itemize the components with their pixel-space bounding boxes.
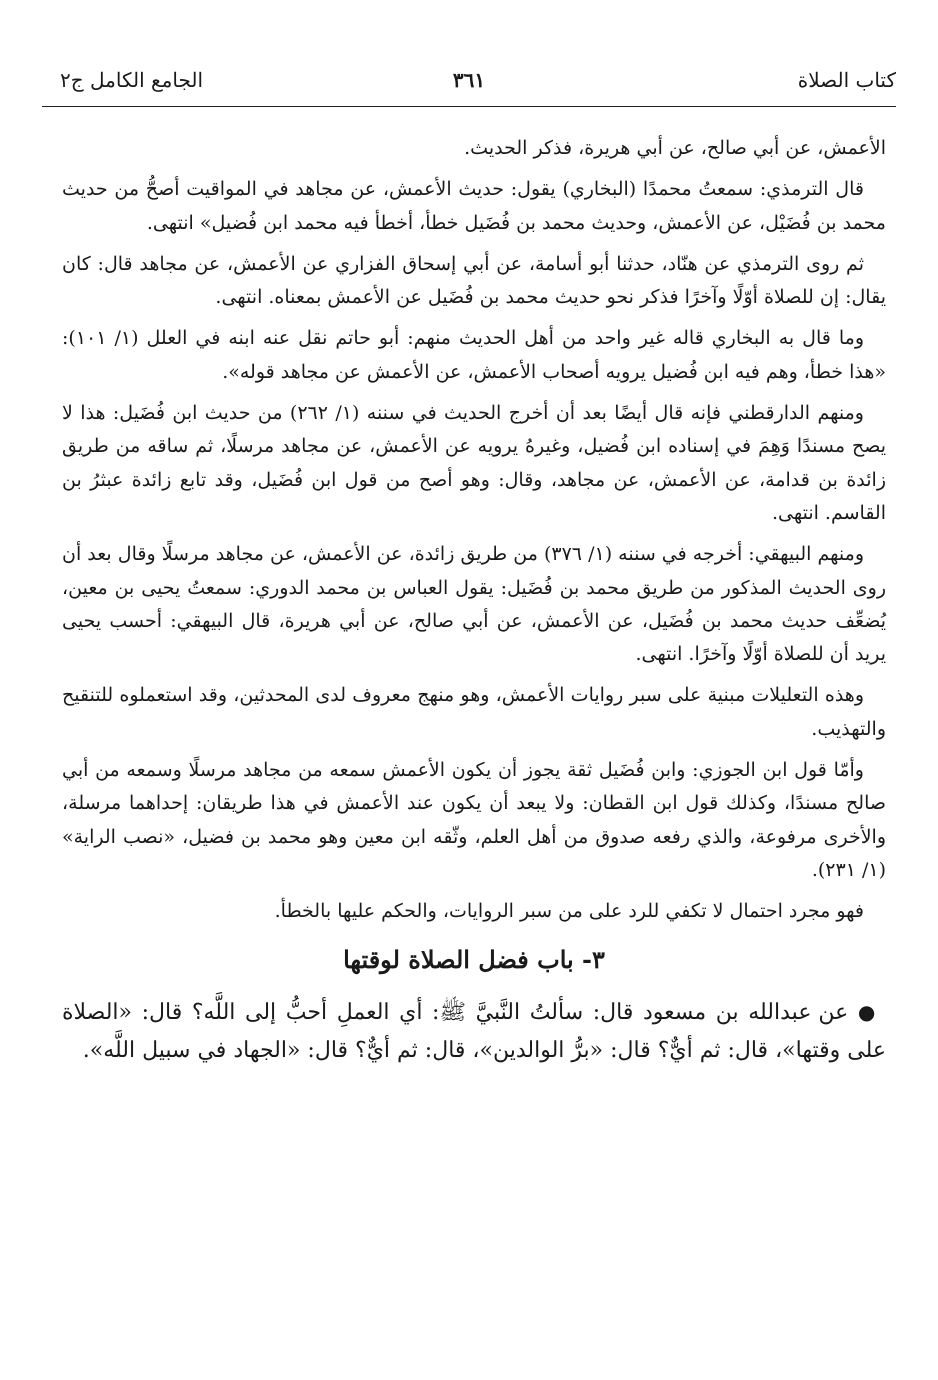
page-body	[62, 132, 886, 1078]
paragraph: ومنهم الدارقطني فإنه قال أيضًا بعد أن أخرج الحديث في سننه (١/ ٢٦٢) من حديث ابن فُضَيل: هذا لا يصح مسندًا وَهِمَ في إسناده ابن فُضيل، وغيرهُ يرويه عن الأعمش، عن مجاهد مرسلًا، ثم ساقه من طريق زائدة بن قدامة، عن الأعمش، عن مجاهد، وقال: وهو أصح من قول ابن فُضَيل، وقد تابع زائدة عبثرُ بن القاسم. انتهى.	[62, 402, 886, 524]
paragraph: ومنهم البيهقي: أخرجه في سننه (١/ ٣٧٦) من طريق زائدة، عن الأعمش، عن مجاهد مرسلًا وقال بعد أن روى الحديث المذكور من طريق محمد بن فُضَيل: يقول العباس بن محمد الدوري: سمعتُ يحيى بن معين، يُضعِّف حديث محمد بن فُضَيل، عن الأعمش، عن أبي صالح، عن أبي هريرة، قال البيهقي: أحسب يحيى يريد أن للصلاة أوّلًا وآخرًا. انتهى.	[62, 543, 886, 666]
book-title: الجامع الكامل ج٢	[60, 68, 204, 92]
paragraph: وهذه التعليلات مبنية على سبر روايات الأعمش، وهو منهج معروف لدى المحدثين، وقد استعملوه للتنقيح والتهذيب.	[62, 684, 886, 740]
chapter-title: كتاب الصلاة	[797, 68, 896, 92]
paragraph: وأمّا قول ابن الجوزي: وابن فُضَيل ثقة يجوز أن يكون الأعمش سمعه من مجاهد مرسلًا وسمعه من أبي صالح مسندًا، وكذلك قول ابن القطان: ولا يبعد أن يكون عند الأعمش في هذا طريقان: إحداهما مرسلة، والأخرى مرفوعة، والذي رفعه صدوق من أهل العلم، وثّقه ابن معين وهو محمد بن فضيل، «نصب الراية» (١/ ٢٣١).	[62, 759, 886, 881]
section-heading: ٣- باب فضل الصلاة لوقتها	[343, 944, 605, 974]
hadith-text	[62, 993, 886, 1070]
paragraph: ثم روى الترمذي عن هنّاد، حدثنا أبو أسامة، عن أبي إسحاق الفزاري عن الأعمش، عن مجاهد قال: كان يقال: إن للصلاة أوّلًا وآخرًا فذكر نحو حديث محمد بن فُضَيل عن الأعمش بمعناه. انتهى.	[62, 252, 886, 309]
paragraph: الأعمش، عن أبي صالح، عن أبي هريرة، فذكر الحديث.	[464, 137, 886, 159]
paragraph: فهو مجرد احتمال لا تكفي للرد على من سبر الروايات، والحكم عليها بالخطأ.	[274, 900, 864, 923]
paragraph: قال الترمذي: سمعتُ محمدًا (البخاري) يقول: حديث الأعمش، عن مجاهد في المواقيت أصحُّ من حديث محمد بن فُضَيْل، عن الأعمش، وحديث محمد بن فُضَيل خطأ، أخطأ فيه محمد ابن فُضيل» انتهى.	[62, 178, 886, 234]
bullet-icon: ●	[857, 999, 878, 1024]
paragraph: وما قال به البخاري قاله غير واحد من أهل الحديث منهم: أبو حاتم نقل عنه ابنه في العلل (١/ ١٠١): «هذا خطأ، وهم فيه ابن فُضيل يرويه أصحاب الأعمش، عن الأعمش عن مجاهد قوله».	[62, 327, 886, 383]
page-header	[42, 66, 896, 107]
page-number: ٣٦١	[452, 68, 486, 92]
hadith-body: عن عبدالله بن مسعود قال: سألتُ النَّبيَّ ﷺ: أي العملِ أحبُّ إلى اللَّه؟ قال: «الصلاة على وقتها»، قال: ثم أيٌّ؟ قال: «برُّ الوالدين»، قال: ثم أيٌّ؟ قال: «الجهاد في سبيل اللَّه».	[62, 999, 886, 1063]
